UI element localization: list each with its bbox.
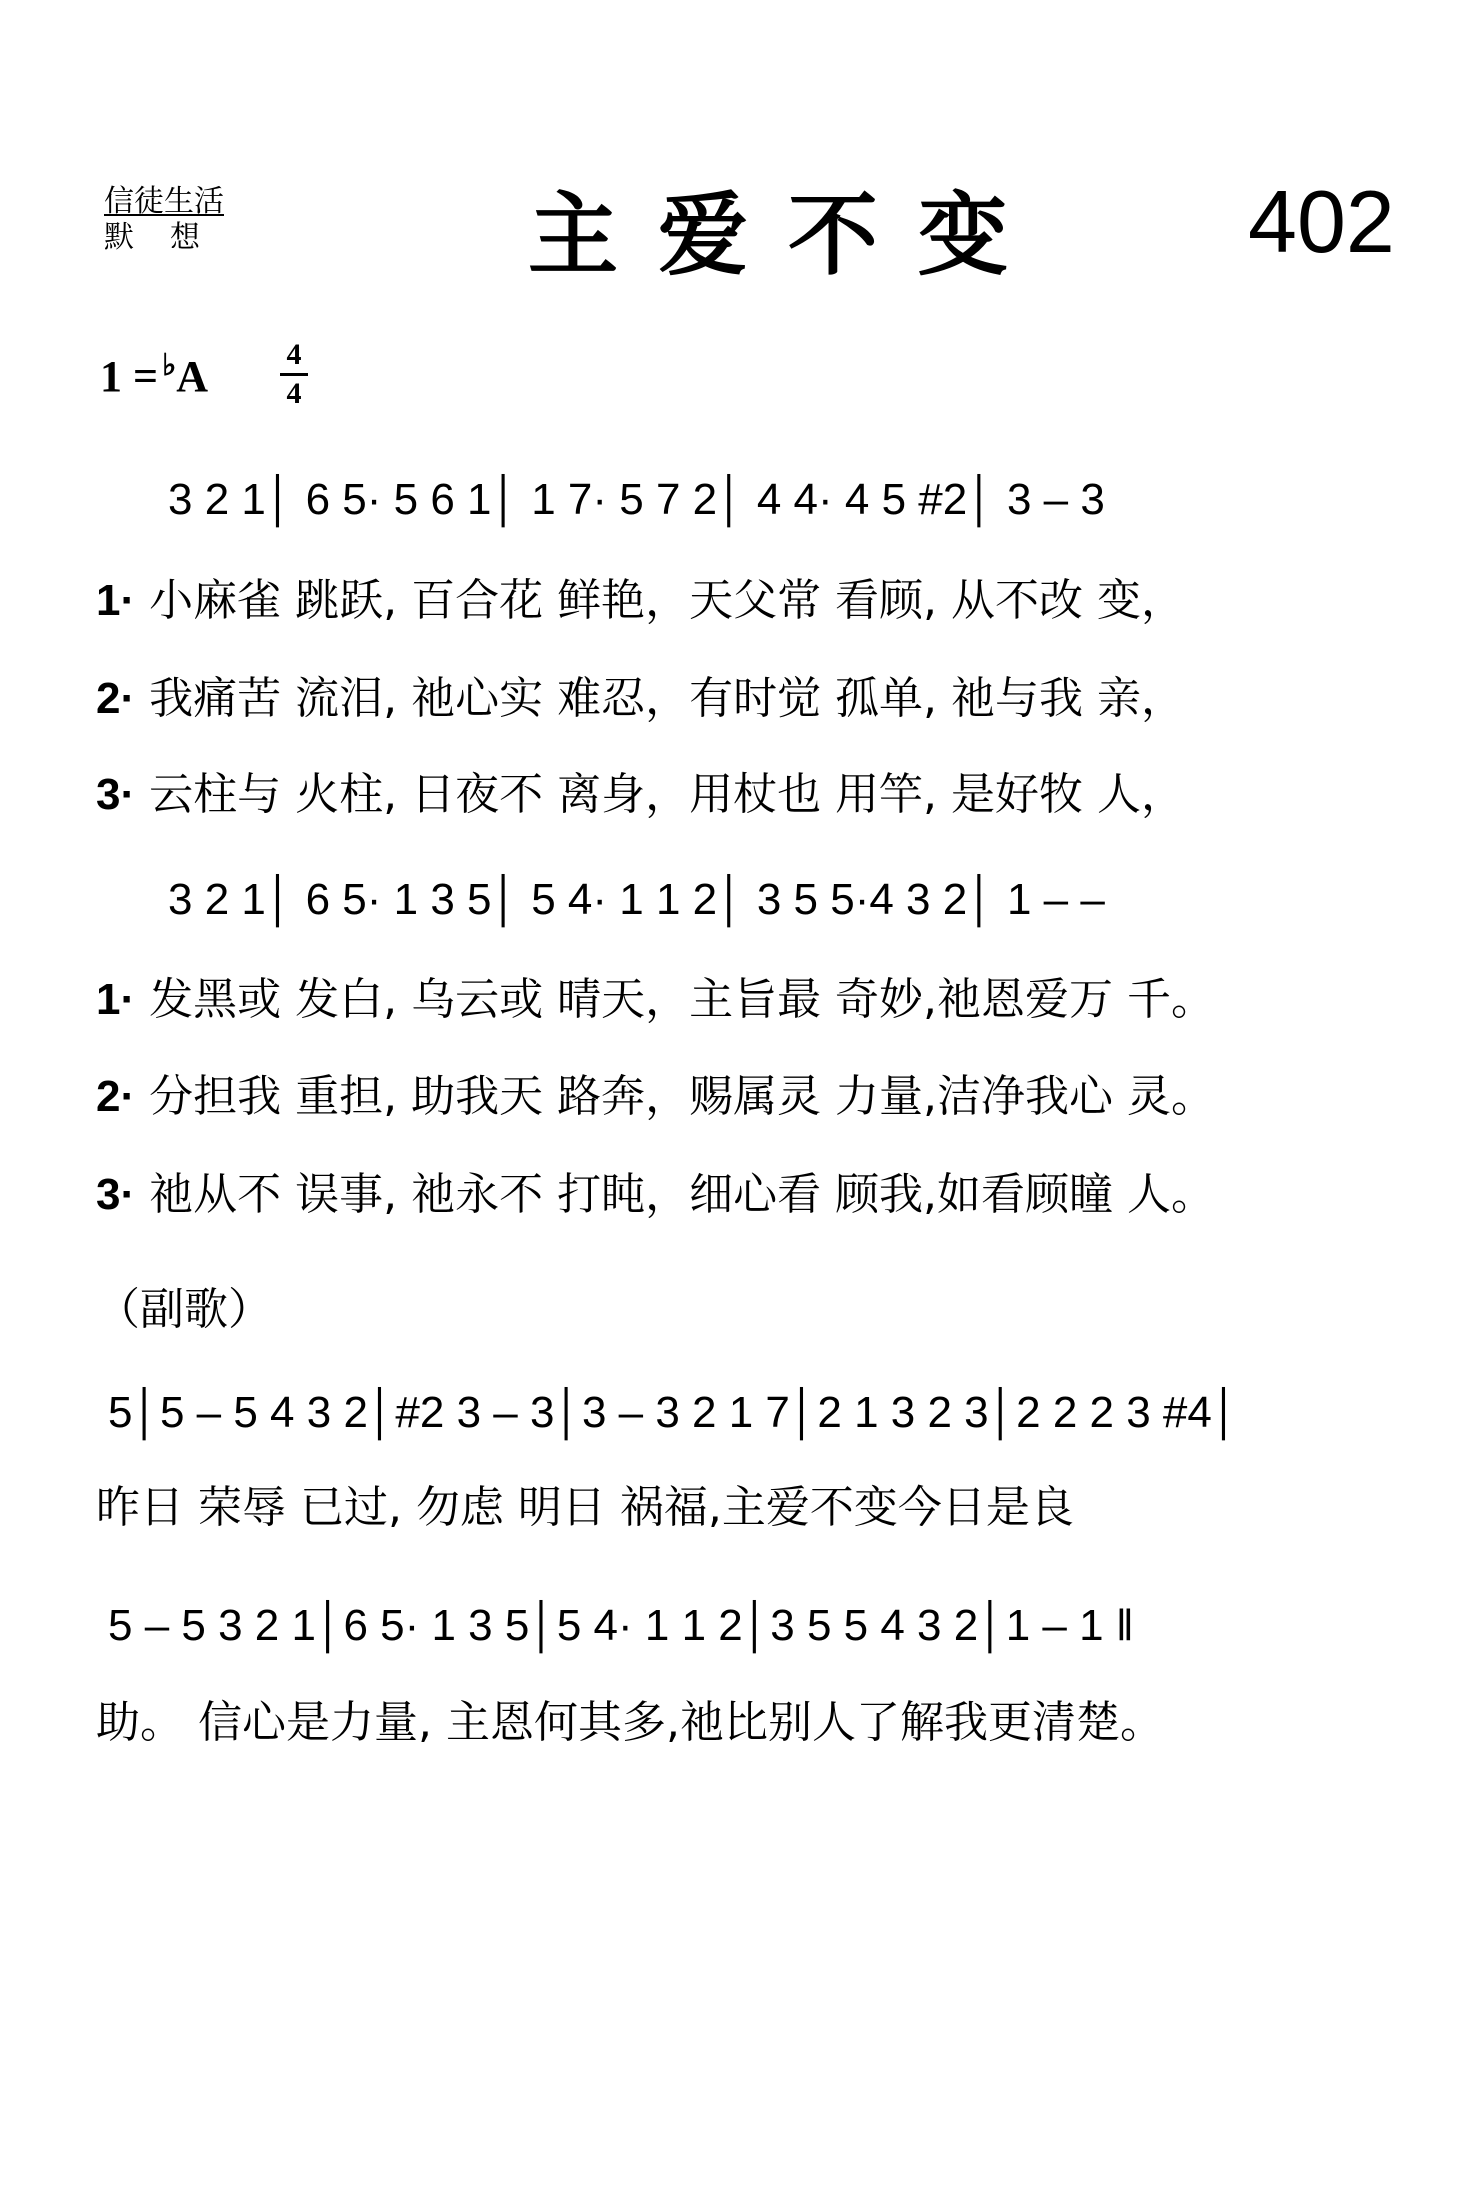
lyric-text: 我痛苦 流泪, 祂心实 难忍，有时觉 孤单, 祂与我 亲， — [149, 673, 1186, 724]
hymn-number: 402 — [1248, 172, 1395, 271]
subcategory-label: 默想 — [104, 220, 236, 255]
verse-3-lyric-line-2 — [96, 1167, 1215, 1223]
lyric-text: 祂从不 误事, 祂永不 打盹，细心看 顾我,如看顾瞳 人。 — [149, 1169, 1216, 1220]
verse-number: 2· — [96, 674, 136, 723]
verse-number: 1· — [96, 975, 136, 1024]
time-signature — [280, 340, 308, 409]
lyric-text: 分担我 重担, 助我天 路奔，赐属灵 力量,洁净我心 灵。 — [149, 1071, 1216, 1122]
chorus-lyric-line-1: 昨日 荣辱 已过, 勿虑 明日 祸福,主爱不变今日是良 — [96, 1482, 1074, 1533]
chorus-notation-line-2: 5 – 5 3 2 1│6 5· 1 3 5│5 4· 1 1 2│3 5 5 4 3 2│1 – 1 ‖ — [108, 1601, 1134, 1650]
chorus-notation-line-1: 5│5 – 5 4 3 2│#2 3 – 3│3 – 3 2 1 7│2 1 3 2 3│2 2 2 3 #4│ — [108, 1388, 1240, 1437]
category-label: 信徒生活 — [104, 184, 224, 219]
hymn-title: 主爱不变 — [528, 182, 1048, 288]
verse-2-lyric-line-1 — [96, 671, 1185, 727]
verse-notation-line-1: 3 2 1│ 6 5· 5 6 1│ 1 7· 5 7 2│ 4 4· 4 5 #2│ 3 – 3 — [168, 475, 1105, 524]
lyric-text: 云柱与 火柱, 日夜不 离身，用杖也 用竿, 是好牧 人， — [149, 769, 1186, 820]
verse-2-lyric-line-2 — [96, 1069, 1215, 1125]
key-signature — [100, 349, 209, 407]
verse-number: 3· — [96, 770, 136, 819]
flat-symbol: ♭ — [162, 349, 177, 382]
meter-top: 4 — [286, 338, 302, 371]
key-letter: A — [176, 352, 209, 401]
verse-number: 2· — [96, 1072, 136, 1121]
chorus-label: （副歌） — [96, 1284, 272, 1335]
verse-number: 1· — [96, 576, 136, 625]
verse-1-lyric-line-1 — [96, 573, 1185, 629]
meter-bottom: 4 — [286, 377, 302, 410]
meter-divider — [280, 373, 308, 376]
verse-3-lyric-line-1 — [96, 767, 1185, 823]
verse-1-lyric-line-2 — [96, 972, 1215, 1028]
lyric-text: 小麻雀 跳跃, 百合花 鲜艳，天父常 看顾, 从不改 变， — [149, 575, 1186, 626]
lyric-text: 发黑或 发白, 乌云或 晴天，主旨最 奇妙,祂恩爱万 千。 — [149, 974, 1216, 1025]
verse-notation-line-2: 3 2 1│ 6 5· 1 3 5│ 5 4· 1 1 2│ 3 5 5·4 3 2│ 1 – – — [168, 875, 1105, 924]
chorus-lyric-line-2: 助。 信心是力量, 主恩何其多,祂比别人了解我更清楚。 — [96, 1697, 1164, 1748]
key-prefix: 1 = — [100, 352, 159, 401]
verse-number: 3· — [96, 1170, 136, 1219]
